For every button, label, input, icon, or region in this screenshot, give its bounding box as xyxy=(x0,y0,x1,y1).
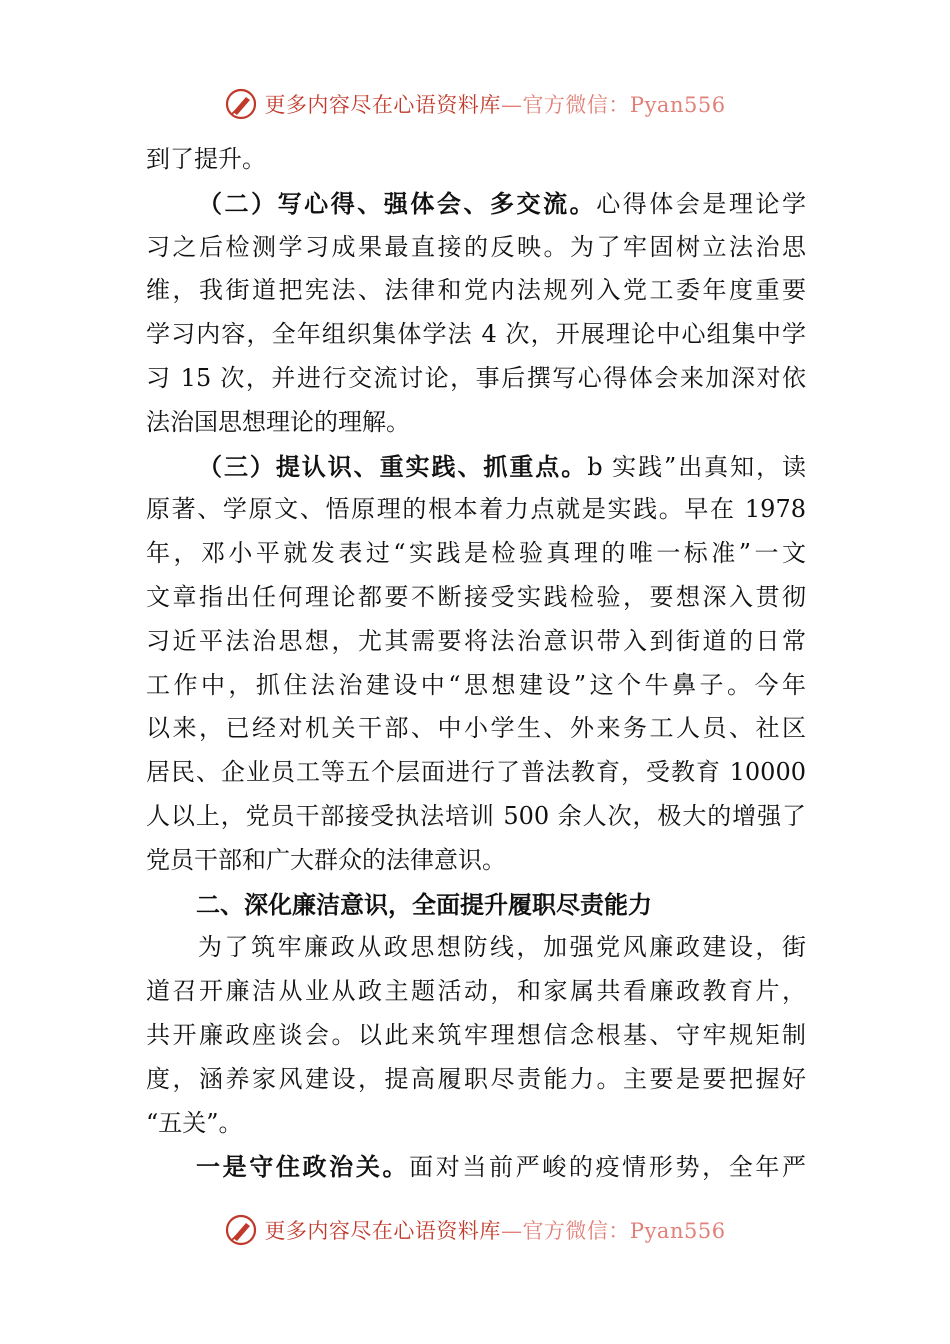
body-line: 度，涵养家风建设，提高履职尽责能力。主要是要把握好 xyxy=(146,1064,806,1093)
body-line: 一是守住政治关。面对当前严峻的疫情形势，全年严 xyxy=(196,1152,806,1182)
body-line: 为了筑牢廉政从政思想防线，加强党风廉政建设，街 xyxy=(198,933,806,962)
body-line: 到了提升。 xyxy=(146,145,266,173)
body-line: （二）写心得、强体会、多交流。心得体会是理论学 xyxy=(198,188,806,218)
body-line: （三）提认识、重实践、抓重点。b 实践”出真知，读 xyxy=(198,451,806,481)
body-line: 学习内容，全年组织集体学法 4 次，开展理论中心组集中学 xyxy=(146,320,806,349)
body-line: 道召开廉洁从业从政主题活动，和家属共看廉政教育片， xyxy=(146,977,806,1006)
banner-main-text: 更多内容尽在心语资料库 xyxy=(264,1219,501,1243)
body-line: 以来，已经对机关干部、中小学生、外来务工人员、社区 xyxy=(146,714,806,743)
subheading-two: （二）写心得、强体会、多交流。 xyxy=(198,188,597,218)
body-line: 法治国思想理论的理解。 xyxy=(146,407,410,436)
body-line: 人以上，党员干部接受执法培训 500 余人次，极大的增强了 xyxy=(146,801,806,830)
body-line: 习近平法治思想，尤其需要将法治意识带入到街道的日常 xyxy=(146,626,806,655)
body-line: 习之后检测学习成果最直接的反映。为了牢固树立法治思 xyxy=(146,232,806,261)
body-line: 党员干部和广大群众的法律意识。 xyxy=(146,845,506,874)
header-banner[interactable] xyxy=(0,84,950,124)
body-line: 居民、企业员工等五个层面进行了普法教育，受教育 10000 xyxy=(146,758,806,787)
banner-wechat-text: —官方微信：Pyan556 xyxy=(500,93,726,117)
body-line: “五关”。 xyxy=(146,1108,243,1137)
banner-wechat-text: —官方微信：Pyan556 xyxy=(500,1219,726,1243)
section-heading: 二、深化廉洁意识，全面提升履职尽责能力 xyxy=(196,889,652,919)
pen-logo-icon xyxy=(224,1213,258,1247)
body-line: 工作中，抓住法治建设中“思想建设”这个牛鼻子。今年 xyxy=(146,670,806,699)
document-body xyxy=(146,138,806,1189)
pen-logo-icon xyxy=(224,87,258,121)
body-line: 维，我街道把宪法、法律和党内法规列入党工委年度重要 xyxy=(146,276,806,305)
body-line: 共开廉政座谈会。以此来筑牢理想信念根基、守牢规矩制 xyxy=(146,1020,806,1049)
subheading-three: （三）提认识、重实践、抓重点。 xyxy=(198,451,588,481)
body-line: 习 15 次，并进行交流讨论，事后撰写心得体会来加深对依 xyxy=(146,363,806,392)
footer-banner[interactable] xyxy=(0,1210,950,1250)
body-line: 文章指出任何理论都要不断接受实践检验，要想深入贯彻 xyxy=(146,582,806,611)
body-line: 原著、学原文、悟原理的根本着力点就是实践。早在 1978 xyxy=(146,495,806,524)
body-line: 年，邓小平就发表过“实践是检验真理的唯一标准”一文 xyxy=(146,539,806,568)
banner-main-text: 更多内容尽在心语资料库 xyxy=(264,93,501,117)
point-heading: 一是守住政治关。 xyxy=(196,1152,410,1182)
